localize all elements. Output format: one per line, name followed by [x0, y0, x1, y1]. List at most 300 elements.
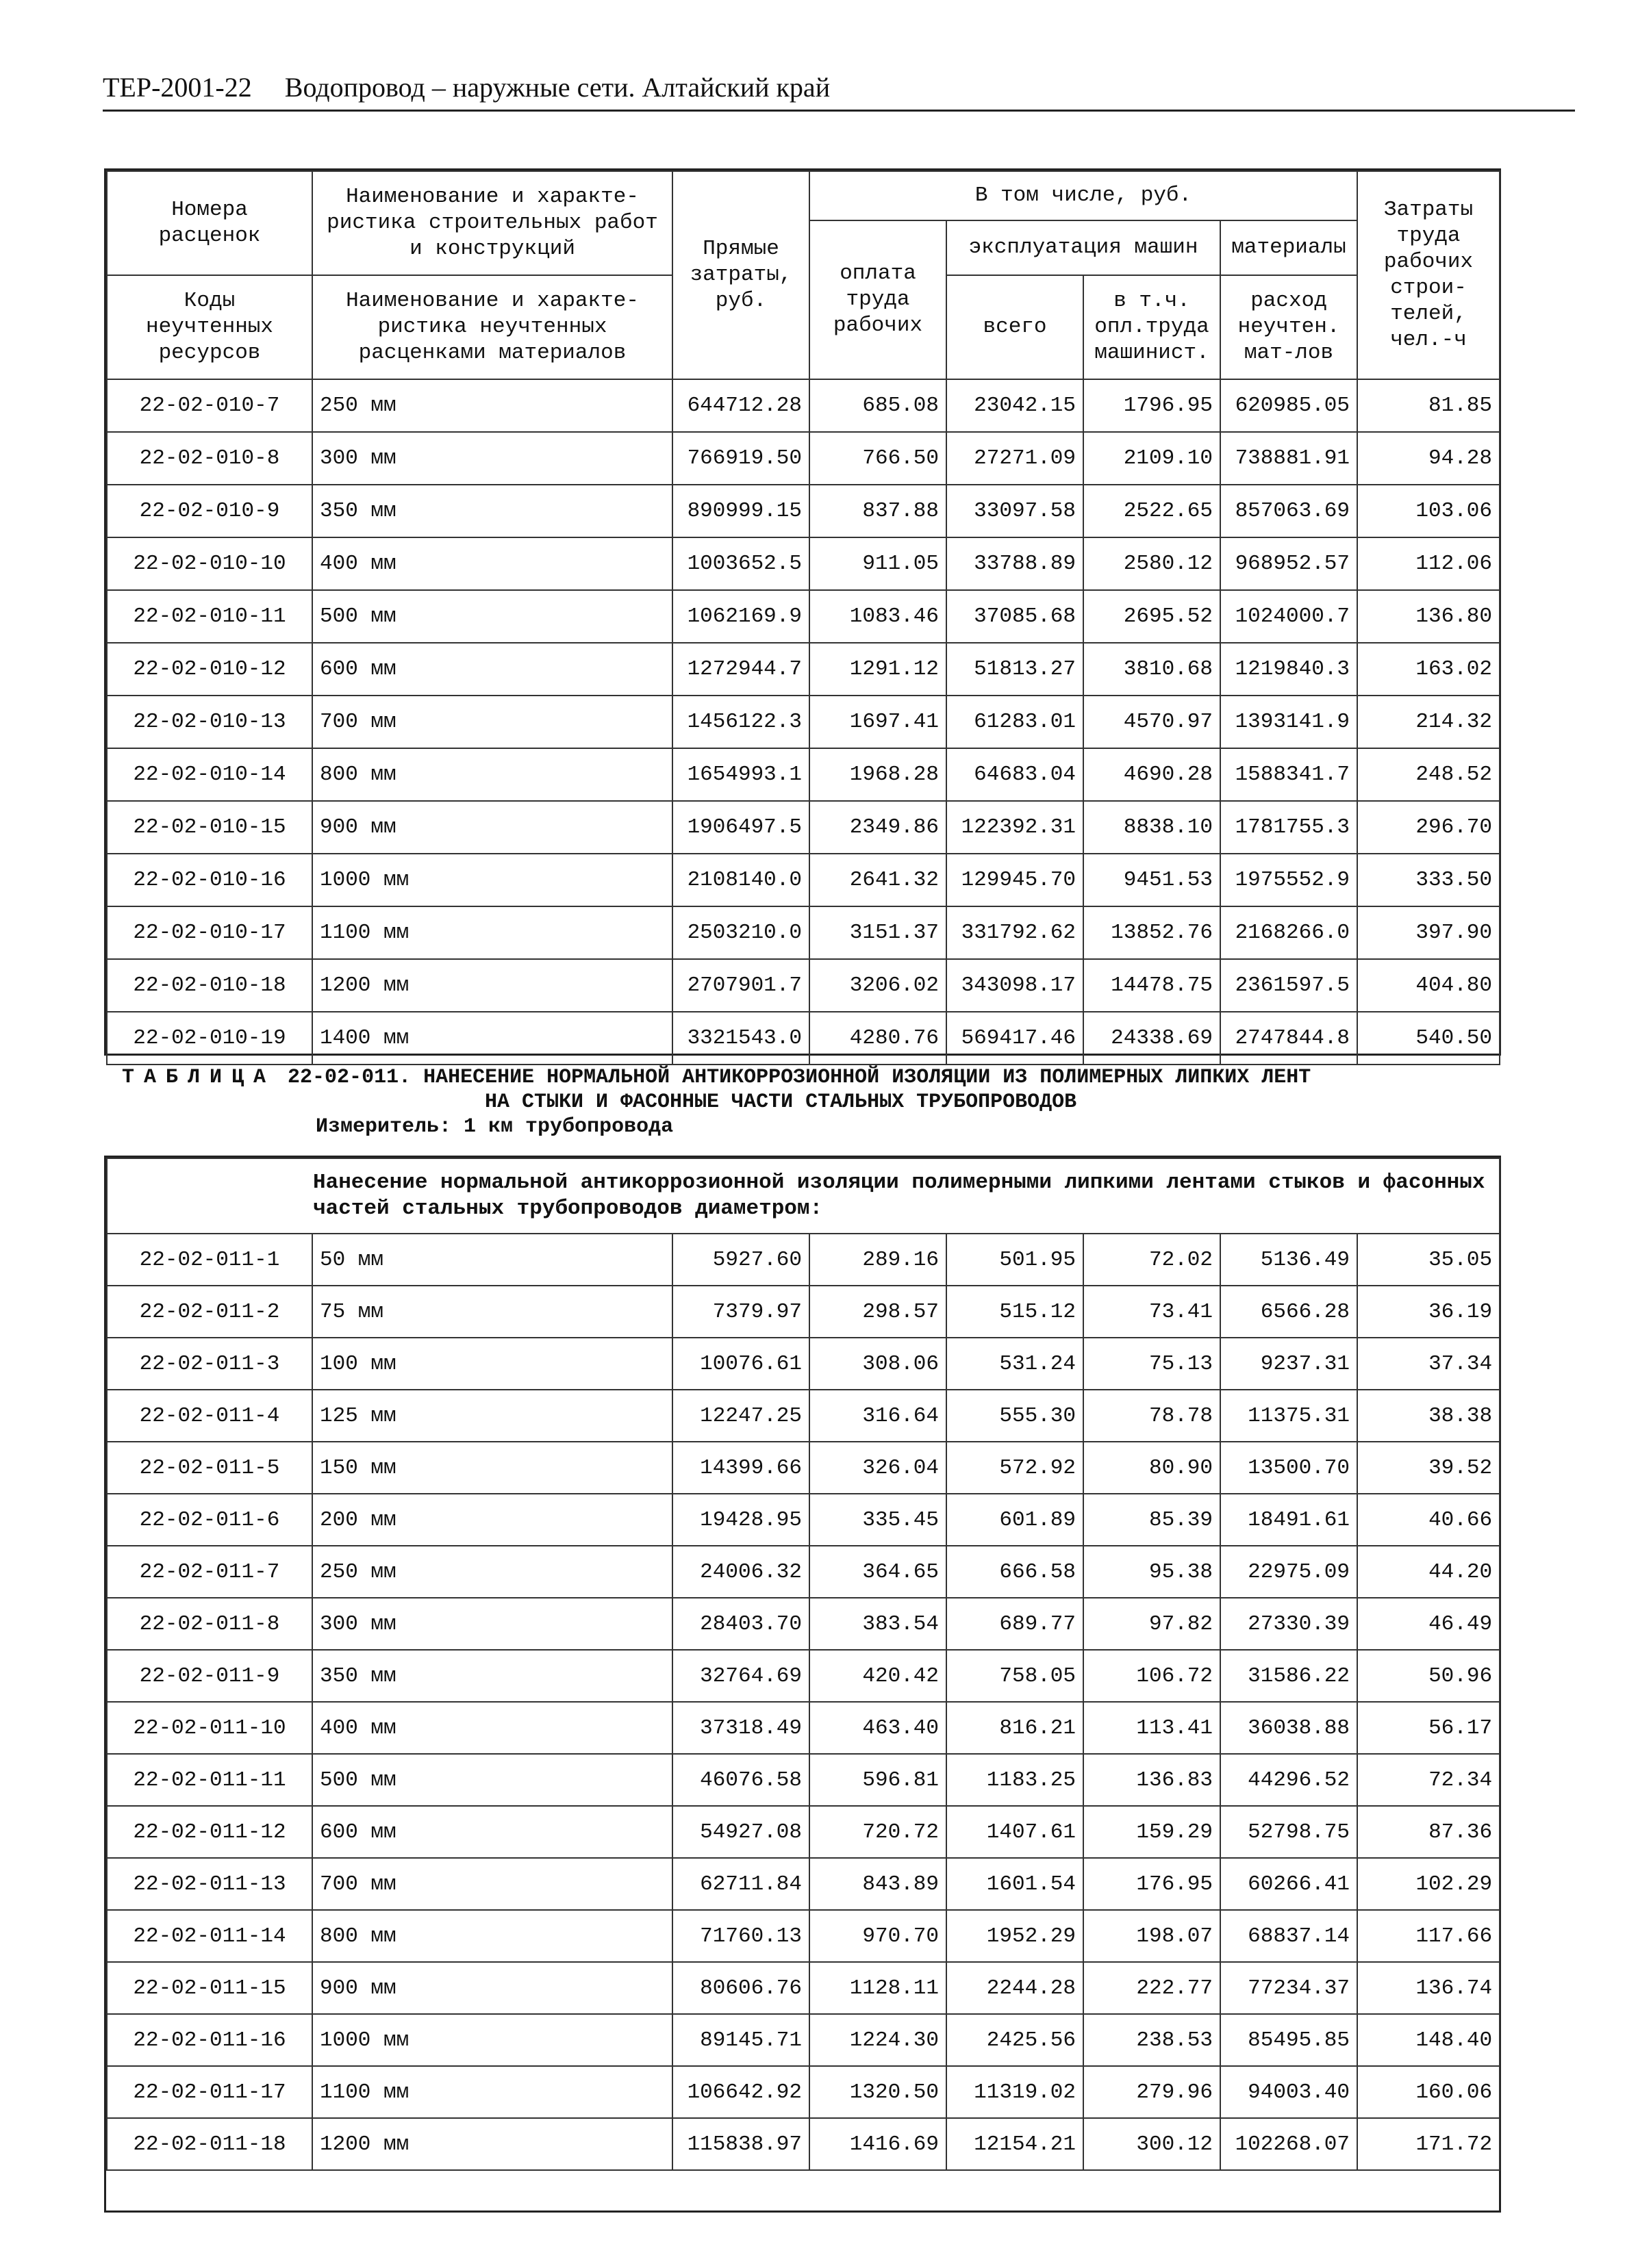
header-including-group: В том числе, руб. — [809, 171, 1357, 220]
worker-pay-cell: 298.57 — [809, 1286, 946, 1338]
table-body — [107, 379, 1500, 1065]
materials-cell: 1975552.9 — [1220, 854, 1357, 906]
labor-costs-cell: 37.34 — [1357, 1338, 1500, 1390]
worker-pay-cell: 1320.50 — [809, 2066, 946, 2118]
rate-code-cell: 22-02-010-7 — [107, 379, 312, 432]
worker-pay-cell: 837.88 — [809, 485, 946, 537]
direct-costs-cell: 766919.50 — [672, 432, 809, 485]
machinist-pay-cell: 72.02 — [1083, 1234, 1220, 1286]
header-machines-total: всего — [946, 275, 1083, 379]
direct-costs-cell: 1906497.5 — [672, 801, 809, 854]
table-row — [107, 748, 1500, 801]
materials-cell: 1024000.7 — [1220, 590, 1357, 643]
work-name-cell: 600 мм — [312, 1806, 672, 1858]
labor-costs-cell: 87.36 — [1357, 1806, 1500, 1858]
labor-costs-cell: 39.52 — [1357, 1442, 1500, 1494]
direct-costs-cell: 2503210.0 — [672, 906, 809, 959]
labor-costs-cell: 296.70 — [1357, 801, 1500, 854]
work-name-cell: 1100 мм — [312, 2066, 672, 2118]
work-name-cell: 400 мм — [312, 1702, 672, 1754]
rate-code-cell: 22-02-011-13 — [107, 1858, 312, 1910]
rate-code-cell: 22-02-011-10 — [107, 1702, 312, 1754]
machinist-pay-cell: 3810.68 — [1083, 643, 1220, 696]
work-name-cell: 50 мм — [312, 1234, 672, 1286]
rate-code-cell: 22-02-011-7 — [107, 1546, 312, 1598]
work-name-cell: 200 мм — [312, 1494, 672, 1546]
machines-total-cell: 33097.58 — [946, 485, 1083, 537]
worker-pay-cell: 463.40 — [809, 1702, 946, 1754]
direct-costs-cell: 10076.61 — [672, 1338, 809, 1390]
rate-code-cell: 22-02-011-2 — [107, 1286, 312, 1338]
rate-code-cell: 22-02-010-18 — [107, 959, 312, 1012]
materials-cell: 36038.88 — [1220, 1702, 1357, 1754]
work-name-cell: 1000 мм — [312, 2014, 672, 2066]
materials-cell: 22975.09 — [1220, 1546, 1357, 1598]
machinist-pay-cell: 85.39 — [1083, 1494, 1220, 1546]
direct-costs-cell: 62711.84 — [672, 1858, 809, 1910]
machinist-pay-cell: 222.77 — [1083, 1962, 1220, 2014]
rate-code-cell: 22-02-010-16 — [107, 854, 312, 906]
machines-total-cell: 1407.61 — [946, 1806, 1083, 1858]
machines-total-cell: 666.58 — [946, 1546, 1083, 1598]
materials-cell: 620985.05 — [1220, 379, 1357, 432]
machinist-pay-cell: 78.78 — [1083, 1390, 1220, 1442]
worker-pay-cell: 420.42 — [809, 1650, 946, 1702]
rate-code-cell: 22-02-011-16 — [107, 2014, 312, 2066]
work-name-cell: 600 мм — [312, 643, 672, 696]
table-header — [107, 171, 1500, 379]
machines-total-cell: 122392.31 — [946, 801, 1083, 854]
machinist-pay-cell: 80.90 — [1083, 1442, 1220, 1494]
page-header — [103, 66, 1575, 112]
labor-costs-cell: 36.19 — [1357, 1286, 1500, 1338]
work-name-cell: 800 мм — [312, 1910, 672, 1962]
worker-pay-cell: 308.06 — [809, 1338, 946, 1390]
materials-cell: 5136.49 — [1220, 1234, 1357, 1286]
direct-costs-cell: 37318.49 — [672, 1702, 809, 1754]
direct-costs-cell: 1272944.7 — [672, 643, 809, 696]
work-name-cell: 350 мм — [312, 1650, 672, 1702]
work-name-cell: 350 мм — [312, 485, 672, 537]
direct-costs-cell: 3321543.0 — [672, 1012, 809, 1065]
labor-costs-cell: 171.72 — [1357, 2118, 1500, 2170]
labor-costs-cell: 163.02 — [1357, 643, 1500, 696]
labor-costs-cell: 136.80 — [1357, 590, 1500, 643]
header-labor-costs: Затраты труда рабочих строи-телей, чел.-ч — [1357, 171, 1500, 379]
table-row — [107, 1962, 1500, 2014]
direct-costs-cell: 644712.28 — [672, 379, 809, 432]
machines-total-cell: 816.21 — [946, 1702, 1083, 1754]
materials-cell: 44296.52 — [1220, 1754, 1357, 1806]
rate-code-cell: 22-02-011-3 — [107, 1338, 312, 1390]
materials-cell: 1588341.7 — [1220, 748, 1357, 801]
materials-cell: 27330.39 — [1220, 1598, 1357, 1650]
worker-pay-cell: 2349.86 — [809, 801, 946, 854]
machinist-pay-cell: 24338.69 — [1083, 1012, 1220, 1065]
materials-cell: 68837.14 — [1220, 1910, 1357, 1962]
table-row — [107, 432, 1500, 485]
materials-cell: 738881.91 — [1220, 432, 1357, 485]
labor-costs-cell: 56.17 — [1357, 1702, 1500, 1754]
table-caption — [122, 1065, 1505, 1139]
materials-cell: 2168266.0 — [1220, 906, 1357, 959]
machinist-pay-cell: 95.38 — [1083, 1546, 1220, 1598]
materials-cell: 2361597.5 — [1220, 959, 1357, 1012]
labor-costs-cell: 397.90 — [1357, 906, 1500, 959]
labor-costs-cell: 112.06 — [1357, 537, 1500, 590]
work-name-cell: 1400 мм — [312, 1012, 672, 1065]
worker-pay-cell: 383.54 — [809, 1598, 946, 1650]
header-unaccounted-materials: расход неучтен. мат-лов — [1220, 275, 1357, 379]
worker-pay-cell: 1083.46 — [809, 590, 946, 643]
rate-code-cell: 22-02-010-13 — [107, 696, 312, 748]
labor-costs-cell: 72.34 — [1357, 1754, 1500, 1806]
machines-total-cell: 569417.46 — [946, 1012, 1083, 1065]
materials-cell: 60266.41 — [1220, 1858, 1357, 1910]
worker-pay-cell: 685.08 — [809, 379, 946, 432]
header-materials-name: Наименование и характе-ристика неучтенных расценками материалов — [312, 275, 672, 379]
header-worker-pay: оплата труда рабочих — [809, 220, 946, 379]
direct-costs-cell: 12247.25 — [672, 1390, 809, 1442]
direct-costs-cell: 46076.58 — [672, 1754, 809, 1806]
document-title: Водопровод – наружные сети. Алтайский край — [284, 72, 831, 103]
document-code: ТЕР-2001-22 — [103, 72, 252, 103]
materials-cell: 94003.40 — [1220, 2066, 1357, 2118]
machinist-pay-cell: 14478.75 — [1083, 959, 1220, 1012]
machines-total-cell: 555.30 — [946, 1390, 1083, 1442]
materials-cell: 1219840.3 — [1220, 643, 1357, 696]
materials-cell: 1393141.9 — [1220, 696, 1357, 748]
materials-cell: 77234.37 — [1220, 1962, 1357, 2014]
machines-total-cell: 1601.54 — [946, 1858, 1083, 1910]
work-name-cell: 1100 мм — [312, 906, 672, 959]
table-row — [107, 1338, 1500, 1390]
machines-total-cell: 689.77 — [946, 1598, 1083, 1650]
rate-code-cell: 22-02-010-12 — [107, 643, 312, 696]
worker-pay-cell: 1416.69 — [809, 2118, 946, 2170]
worker-pay-cell: 2641.32 — [809, 854, 946, 906]
table-row — [107, 1806, 1500, 1858]
caption-line-1: 22-02-011. НАНЕСЕНИЕ НОРМАЛЬНОЙ АНТИКОРРОЗИОННОЙ ИЗОЛЯЦИИ ИЗ ПОЛИМЕРНЫХ ЛИПКИХ ЛЕНТ — [288, 1066, 1311, 1089]
labor-costs-cell: 136.74 — [1357, 1962, 1500, 2014]
direct-costs-cell: 1654993.1 — [672, 748, 809, 801]
materials-cell: 968952.57 — [1220, 537, 1357, 590]
machinist-pay-cell: 176.95 — [1083, 1858, 1220, 1910]
work-name-cell: 700 мм — [312, 696, 672, 748]
work-name-cell: 125 мм — [312, 1390, 672, 1442]
direct-costs-cell: 89145.71 — [672, 2014, 809, 2066]
machinist-pay-cell: 2109.10 — [1083, 432, 1220, 485]
rate-code-cell: 22-02-011-15 — [107, 1962, 312, 2014]
direct-costs-cell: 28403.70 — [672, 1598, 809, 1650]
machinist-pay-cell: 279.96 — [1083, 2066, 1220, 2118]
machines-total-cell: 129945.70 — [946, 854, 1083, 906]
table-row — [107, 537, 1500, 590]
caption-meter: Измеритель: 1 км трубопровода — [316, 1115, 674, 1138]
work-name-cell: 500 мм — [312, 1754, 672, 1806]
direct-costs-cell: 71760.13 — [672, 1910, 809, 1962]
worker-pay-cell: 289.16 — [809, 1234, 946, 1286]
labor-costs-cell: 214.32 — [1357, 696, 1500, 748]
rate-code-cell: 22-02-011-18 — [107, 2118, 312, 2170]
labor-costs-cell: 81.85 — [1357, 379, 1500, 432]
worker-pay-cell: 364.65 — [809, 1546, 946, 1598]
rate-code-cell: 22-02-011-8 — [107, 1598, 312, 1650]
work-name-cell: 1000 мм — [312, 854, 672, 906]
materials-cell: 2747844.8 — [1220, 1012, 1357, 1065]
worker-pay-cell: 766.50 — [809, 432, 946, 485]
table-row — [107, 1286, 1500, 1338]
labor-costs-cell: 540.50 — [1357, 1012, 1500, 1065]
table-row — [107, 1754, 1500, 1806]
materials-cell: 1781755.3 — [1220, 801, 1357, 854]
worker-pay-cell: 1968.28 — [809, 748, 946, 801]
worker-pay-cell: 843.89 — [809, 1858, 946, 1910]
table-row — [107, 696, 1500, 748]
worker-pay-cell: 1291.12 — [809, 643, 946, 696]
materials-cell: 52798.75 — [1220, 1806, 1357, 1858]
machines-total-cell: 2244.28 — [946, 1962, 1083, 2014]
table-row — [107, 959, 1500, 1012]
table-row — [107, 590, 1500, 643]
machinist-pay-cell: 97.82 — [1083, 1598, 1220, 1650]
work-name-cell: 400 мм — [312, 537, 672, 590]
header-resource-codes: Коды неучтенных ресурсов — [107, 275, 312, 379]
rate-code-cell: 22-02-011-11 — [107, 1754, 312, 1806]
direct-costs-cell: 2707901.7 — [672, 959, 809, 1012]
labor-costs-cell: 46.49 — [1357, 1598, 1500, 1650]
direct-costs-cell: 5927.60 — [672, 1234, 809, 1286]
work-name-cell: 100 мм — [312, 1338, 672, 1390]
table-row — [107, 485, 1500, 537]
worker-pay-cell: 4280.76 — [809, 1012, 946, 1065]
machines-total-cell: 61283.01 — [946, 696, 1083, 748]
table-row — [107, 1546, 1500, 1598]
rate-code-cell: 22-02-011-12 — [107, 1806, 312, 1858]
table-row — [107, 801, 1500, 854]
materials-cell: 6566.28 — [1220, 1286, 1357, 1338]
machinist-pay-cell: 159.29 — [1083, 1806, 1220, 1858]
rate-code-cell: 22-02-010-14 — [107, 748, 312, 801]
direct-costs-cell: 2108140.0 — [672, 854, 809, 906]
machinist-pay-cell: 2522.65 — [1083, 485, 1220, 537]
worker-pay-cell: 3206.02 — [809, 959, 946, 1012]
machines-total-cell: 51813.27 — [946, 643, 1083, 696]
rate-code-cell: 22-02-010-15 — [107, 801, 312, 854]
worker-pay-cell: 720.72 — [809, 1806, 946, 1858]
materials-cell: 11375.31 — [1220, 1390, 1357, 1442]
materials-cell: 31586.22 — [1220, 1650, 1357, 1702]
machines-total-cell: 1952.29 — [946, 1910, 1083, 1962]
work-name-cell: 900 мм — [312, 801, 672, 854]
worker-pay-cell: 316.64 — [809, 1390, 946, 1442]
machinist-pay-cell: 4570.97 — [1083, 696, 1220, 748]
direct-costs-cell: 14399.66 — [672, 1442, 809, 1494]
labor-costs-cell: 117.66 — [1357, 1910, 1500, 1962]
rate-code-cell: 22-02-010-10 — [107, 537, 312, 590]
machinist-pay-cell: 238.53 — [1083, 2014, 1220, 2066]
direct-costs-cell: 890999.15 — [672, 485, 809, 537]
machines-total-cell: 331792.62 — [946, 906, 1083, 959]
rate-code-cell: 22-02-011-1 — [107, 1234, 312, 1286]
caption-label: ТАБЛИЦА — [122, 1066, 276, 1089]
rate-code-cell: 22-02-011-9 — [107, 1650, 312, 1702]
header-direct-costs: Прямые затраты, руб. — [672, 171, 809, 379]
table-row — [107, 2118, 1500, 2170]
worker-pay-cell: 335.45 — [809, 1494, 946, 1546]
labor-costs-cell: 50.96 — [1357, 1650, 1500, 1702]
worker-pay-cell: 1128.11 — [809, 1962, 946, 2014]
labor-costs-cell: 94.28 — [1357, 432, 1500, 485]
table-body — [107, 1234, 1500, 2170]
direct-costs-cell: 7379.97 — [672, 1286, 809, 1338]
machinist-pay-cell: 13852.76 — [1083, 906, 1220, 959]
table-row — [107, 1390, 1500, 1442]
rate-code-cell: 22-02-010-17 — [107, 906, 312, 959]
machines-total-cell: 601.89 — [946, 1494, 1083, 1546]
table-row — [107, 1442, 1500, 1494]
work-name-cell: 900 мм — [312, 1962, 672, 2014]
labor-costs-cell: 404.80 — [1357, 959, 1500, 1012]
machinist-pay-cell: 106.72 — [1083, 1650, 1220, 1702]
header-rate-numbers: Номера расценок — [107, 171, 312, 275]
machinist-pay-cell: 75.13 — [1083, 1338, 1220, 1390]
direct-costs-cell: 19428.95 — [672, 1494, 809, 1546]
table-row — [107, 2066, 1500, 2118]
work-name-cell: 300 мм — [312, 1598, 672, 1650]
machinist-pay-cell: 113.41 — [1083, 1702, 1220, 1754]
materials-cell: 102268.07 — [1220, 2118, 1357, 2170]
labor-costs-cell: 160.06 — [1357, 2066, 1500, 2118]
work-name-cell: 300 мм — [312, 432, 672, 485]
caption-line-2: НА СТЫКИ И ФАСОННЫЕ ЧАСТИ СТАЛЬНЫХ ТРУБОПРОВОДОВ — [485, 1091, 1077, 1114]
rate-code-cell: 22-02-011-6 — [107, 1494, 312, 1546]
direct-costs-cell: 115838.97 — [672, 2118, 809, 2170]
worker-pay-cell: 1697.41 — [809, 696, 946, 748]
rate-code-cell: 22-02-011-5 — [107, 1442, 312, 1494]
work-name-cell: 250 мм — [312, 379, 672, 432]
machines-total-cell: 515.12 — [946, 1286, 1083, 1338]
machines-total-cell: 64683.04 — [946, 748, 1083, 801]
machines-total-cell: 11319.02 — [946, 2066, 1083, 2118]
labor-costs-cell: 40.66 — [1357, 1494, 1500, 1546]
machines-total-cell: 572.92 — [946, 1442, 1083, 1494]
machines-total-cell: 2425.56 — [946, 2014, 1083, 2066]
header-machinist-pay: в т.ч. опл.труда машинист. — [1083, 275, 1220, 379]
worker-pay-cell: 596.81 — [809, 1754, 946, 1806]
table-row — [107, 1858, 1500, 1910]
machinist-pay-cell: 4690.28 — [1083, 748, 1220, 801]
table-row — [107, 2014, 1500, 2066]
header-materials: материалы — [1220, 220, 1357, 275]
machines-total-cell: 531.24 — [946, 1338, 1083, 1390]
rate-code-cell: 22-02-010-19 — [107, 1012, 312, 1065]
machines-total-cell: 33788.89 — [946, 537, 1083, 590]
machinist-pay-cell: 8838.10 — [1083, 801, 1220, 854]
machines-total-cell: 758.05 — [946, 1650, 1083, 1702]
work-name-cell: 250 мм — [312, 1546, 672, 1598]
table-row — [107, 1702, 1500, 1754]
rate-code-cell: 22-02-010-8 — [107, 432, 312, 485]
rate-code-cell: 22-02-011-17 — [107, 2066, 312, 2118]
rates-table-22-02-011 — [104, 1156, 1501, 2213]
direct-costs-cell: 1003652.5 — [672, 537, 809, 590]
labor-costs-cell: 44.20 — [1357, 1546, 1500, 1598]
machines-total-cell: 1183.25 — [946, 1754, 1083, 1806]
table-row — [107, 643, 1500, 696]
direct-costs-cell: 1456122.3 — [672, 696, 809, 748]
materials-cell: 9237.31 — [1220, 1338, 1357, 1390]
materials-cell: 857063.69 — [1220, 485, 1357, 537]
table-section-title: Нанесение нормальной антикоррозионной изоляции полимерными липкими лентами стыков и фасонных частей стальных трубопроводов диаметром: — [107, 1158, 1500, 1234]
machinist-pay-cell: 300.12 — [1083, 2118, 1220, 2170]
machines-total-cell: 343098.17 — [946, 959, 1083, 1012]
header-work-name: Наименование и характе-ристика строительных работ и конструкций — [312, 171, 672, 275]
machines-total-cell: 37085.68 — [946, 590, 1083, 643]
machines-total-cell: 12154.21 — [946, 2118, 1083, 2170]
table-row — [107, 1598, 1500, 1650]
machinist-pay-cell: 2695.52 — [1083, 590, 1220, 643]
direct-costs-cell: 32764.69 — [672, 1650, 809, 1702]
header-machines: эксплуатация машин — [946, 220, 1220, 275]
machinist-pay-cell: 136.83 — [1083, 1754, 1220, 1806]
labor-costs-cell: 35.05 — [1357, 1234, 1500, 1286]
labor-costs-cell: 148.40 — [1357, 2014, 1500, 2066]
labor-costs-cell: 103.06 — [1357, 485, 1500, 537]
table-row — [107, 854, 1500, 906]
rate-code-cell: 22-02-010-11 — [107, 590, 312, 643]
materials-cell: 18491.61 — [1220, 1494, 1357, 1546]
labor-costs-cell: 333.50 — [1357, 854, 1500, 906]
worker-pay-cell: 970.70 — [809, 1910, 946, 1962]
labor-costs-cell: 102.29 — [1357, 1858, 1500, 1910]
direct-costs-cell: 106642.92 — [672, 2066, 809, 2118]
work-name-cell: 150 мм — [312, 1442, 672, 1494]
materials-cell: 13500.70 — [1220, 1442, 1357, 1494]
table-row — [107, 1234, 1500, 1286]
worker-pay-cell: 326.04 — [809, 1442, 946, 1494]
rate-code-cell: 22-02-011-14 — [107, 1910, 312, 1962]
direct-costs-cell: 54927.08 — [672, 1806, 809, 1858]
machinist-pay-cell: 9451.53 — [1083, 854, 1220, 906]
table-row — [107, 1012, 1500, 1065]
rate-code-cell: 22-02-010-9 — [107, 485, 312, 537]
machinist-pay-cell: 2580.12 — [1083, 537, 1220, 590]
worker-pay-cell: 911.05 — [809, 537, 946, 590]
rate-code-cell: 22-02-011-4 — [107, 1390, 312, 1442]
table-row — [107, 1910, 1500, 1962]
work-name-cell: 700 мм — [312, 1858, 672, 1910]
work-name-cell: 1200 мм — [312, 2118, 672, 2170]
direct-costs-cell: 24006.32 — [672, 1546, 809, 1598]
table-row — [107, 1494, 1500, 1546]
work-name-cell: 1200 мм — [312, 959, 672, 1012]
labor-costs-cell: 38.38 — [1357, 1390, 1500, 1442]
table-row — [107, 1650, 1500, 1702]
machines-total-cell: 501.95 — [946, 1234, 1083, 1286]
rates-table-22-02-010 — [104, 168, 1501, 1056]
machines-total-cell: 27271.09 — [946, 432, 1083, 485]
table-row — [107, 379, 1500, 432]
machines-total-cell: 23042.15 — [946, 379, 1083, 432]
worker-pay-cell: 1224.30 — [809, 2014, 946, 2066]
work-name-cell: 500 мм — [312, 590, 672, 643]
work-name-cell: 75 мм — [312, 1286, 672, 1338]
machinist-pay-cell: 73.41 — [1083, 1286, 1220, 1338]
direct-costs-cell: 80606.76 — [672, 1962, 809, 2014]
worker-pay-cell: 3151.37 — [809, 906, 946, 959]
machinist-pay-cell: 1796.95 — [1083, 379, 1220, 432]
